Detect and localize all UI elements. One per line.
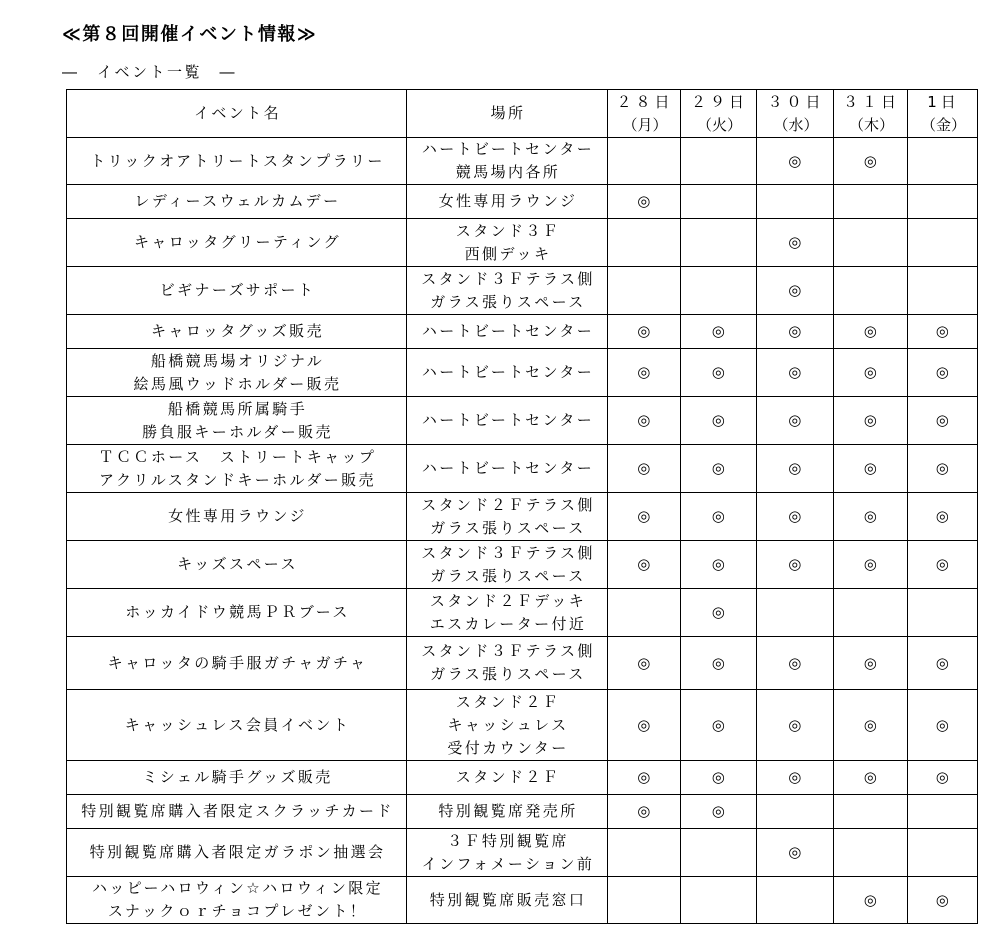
event-name-line: レディースウェルカムデー [134,192,341,210]
day-mark-cell [757,795,834,829]
day-mark-cell [608,138,681,185]
place-cell [407,349,608,397]
day-mark-cell: ◎ [608,397,681,445]
event-name-cell [67,637,407,690]
event-name-cell [67,877,407,924]
place-line: スタンド３Ｆテラス側 [421,543,595,562]
event-name-cell [67,219,407,267]
place-cell [407,829,608,877]
event-name-line: 勝負服キーホルダー販売 [142,422,333,441]
table-row [67,541,978,589]
day-mark-cell: ◎ [681,637,757,690]
table-row [67,349,978,397]
day-mark-cell: ◎ [681,397,757,445]
day-mark-cell: ◎ [908,877,978,924]
place-cell [407,219,608,267]
event-name-line: ミシェル騎手グッズ販売 [142,768,333,786]
day-mark-cell [834,185,908,219]
table-row [67,219,978,267]
header-event-name: イベント名 [67,90,407,138]
day-mark-cell [681,219,757,267]
event-name-cell [67,761,407,795]
event-name-cell [67,690,407,761]
day-mark-cell: ◎ [681,349,757,397]
event-name-cell [67,185,407,219]
place-line: スタンド２Ｆデッキ [429,591,587,610]
day-mark-cell: ◎ [681,315,757,349]
day-mark-cell [757,589,834,637]
day-mark-cell: ◎ [834,349,908,397]
place-line: ガラス張りスペース [430,518,586,537]
day-mark-cell: ◎ [681,445,757,493]
day-mark-cell [681,267,757,315]
day-mark-cell [681,829,757,877]
event-name-line: ホッカイドウ競馬ＰＲブース [125,603,350,621]
day-mark-cell: ◎ [681,795,757,829]
table-row [67,877,978,924]
event-name-line: キャッシュレス会員イベント [124,715,351,734]
event-name-line: キャロッタの騎手服ガチャガチャ [107,653,368,672]
event-name-line: 船橋競馬場オリジナル [150,351,325,370]
place-line: スタンド２Ｆ [455,692,561,711]
event-name-line: ハッピーハロウィン☆ハロウィン限定 [91,879,384,897]
table-row [67,493,978,541]
event-name-cell [67,397,407,445]
day-mark-cell: ◎ [608,445,681,493]
header-day-date: ２９日 [690,92,748,111]
place-line: ガラス張りスペース [430,292,586,311]
day-mark-cell [834,219,908,267]
day-mark-cell [908,219,978,267]
table-row [67,589,978,637]
header-day-30 [757,90,834,138]
event-table-body [67,138,978,924]
event-name-line: キャロッタグッズ販売 [151,322,324,340]
place-cell [407,637,608,690]
day-mark-cell [834,267,908,315]
day-mark-cell: ◎ [757,761,834,795]
place-cell [407,761,608,795]
table-row [67,267,978,315]
day-mark-cell [757,877,834,924]
place-cell [407,795,608,829]
day-mark-cell: ◎ [757,829,834,877]
header-place: 場所 [407,90,608,138]
day-mark-cell: ◎ [908,637,978,690]
header-day-weekday: （火） [696,115,742,134]
table-row [67,690,978,761]
day-mark-cell: ◎ [834,690,908,761]
event-name-line: 船橋競馬所属騎手 [167,399,308,418]
day-mark-cell: ◎ [757,493,834,541]
place-line: ガラス張りスペース [430,566,586,585]
day-mark-cell [908,267,978,315]
event-name-cell [67,349,407,397]
day-mark-cell: ◎ [834,138,908,185]
place-line: ガラス張りスペース [430,665,586,683]
day-mark-cell: ◎ [834,315,908,349]
place-line: 特別観覧席販売窓口 [429,890,587,909]
place-cell [407,589,608,637]
event-name-line: トリックオアトリートスタンプラリー [90,151,385,170]
event-name-line: アクリルスタンドキーホルダー販売 [99,470,376,489]
day-mark-cell [681,877,757,924]
day-mark-cell: ◎ [908,761,978,795]
day-mark-cell: ◎ [608,637,681,690]
day-mark-cell: ◎ [608,690,681,761]
document-title: ≪第８回開催イベント情報≫ [62,24,318,45]
day-mark-cell: ◎ [757,690,834,761]
place-cell [407,138,608,185]
document-subtitle: ― イベント一覧 ― [62,63,238,81]
header-day-weekday: （木） [848,115,894,134]
day-mark-cell [608,589,681,637]
event-name-line: 絵馬風ウッドホルダー販売 [133,374,342,393]
place-line: 競馬場内各所 [455,163,561,181]
place-line: ３Ｆ特別観覧席 [447,831,569,850]
event-name-cell [67,795,407,829]
place-cell [407,690,608,761]
event-name-line: ＴＣＣホース ストリートキャップ [98,447,377,466]
place-line: スタンド３Ｆテラス側 [421,269,595,288]
event-name-line: キャロッタグリーティング [133,233,341,251]
place-cell [407,185,608,219]
event-name-cell [67,138,407,185]
day-mark-cell [608,267,681,315]
day-mark-cell: ◎ [608,761,681,795]
day-mark-cell [908,829,978,877]
day-mark-cell [908,589,978,637]
place-cell [407,877,608,924]
event-name-cell [67,267,407,315]
day-mark-cell: ◎ [908,315,978,349]
place-line: エスカレーター付近 [429,614,587,633]
day-mark-cell: ◎ [757,445,834,493]
table-row [67,445,978,493]
day-mark-cell: ◎ [757,541,834,589]
place-cell [407,445,608,493]
day-mark-cell: ◎ [834,397,908,445]
event-name-line: キッズスペース [177,555,298,573]
day-mark-cell: ◎ [908,493,978,541]
day-mark-cell: ◎ [834,445,908,493]
place-line: ハートビートセンター [421,140,595,158]
day-mark-cell [608,877,681,924]
place-line: ハートビートセンター [421,459,595,477]
day-mark-cell [834,795,908,829]
place-cell [407,541,608,589]
header-day-31 [834,90,908,138]
event-name-cell [67,829,407,877]
event-name-line: 特別観覧席購入者限定スクラッチカード [81,802,394,820]
day-mark-cell [908,185,978,219]
table-row [67,829,978,877]
day-mark-cell: ◎ [757,637,834,690]
event-name-line: 特別観覧席購入者限定ガラポン抽選会 [89,843,386,861]
place-line: スタンド３Ｆテラス側 [421,642,595,660]
day-mark-cell [681,138,757,185]
day-mark-cell: ◎ [757,138,834,185]
day-mark-cell [834,829,908,877]
event-name-cell [67,589,407,637]
place-line: スタンド３Ｆ [455,221,561,240]
day-mark-cell [608,219,681,267]
day-mark-cell [757,185,834,219]
day-mark-cell: ◎ [757,349,834,397]
day-mark-cell: ◎ [757,267,834,315]
table-row [67,795,978,829]
header-row [67,90,978,138]
day-mark-cell: ◎ [608,493,681,541]
day-mark-cell: ◎ [681,493,757,541]
table-row [67,397,978,445]
event-name-line: ビギナーズサポート [159,281,316,299]
header-day-1 [908,90,978,138]
event-name-cell [67,315,407,349]
header-day-weekday: （金） [920,115,966,134]
day-mark-cell: ◎ [681,690,757,761]
place-line: 受付カウンター [447,738,569,757]
day-mark-cell [908,138,978,185]
day-mark-cell [834,589,908,637]
place-cell [407,315,608,349]
place-line: ハートビートセンター [421,322,595,340]
day-mark-cell: ◎ [608,349,681,397]
day-mark-cell: ◎ [608,315,681,349]
place-cell [407,397,608,445]
day-mark-cell: ◎ [681,589,757,637]
place-line: インフォメーション前 [421,854,595,873]
day-mark-cell: ◎ [681,761,757,795]
day-mark-cell: ◎ [757,397,834,445]
table-row [67,637,978,690]
day-mark-cell: ◎ [834,637,908,690]
day-mark-cell: ◎ [608,795,681,829]
header-day-29 [681,90,757,138]
day-mark-cell: ◎ [834,493,908,541]
header-day-date: 1日 [927,92,960,111]
day-mark-cell: ◎ [908,349,978,397]
place-line: キャッシュレス [447,715,569,734]
place-cell [407,267,608,315]
day-mark-cell: ◎ [834,541,908,589]
place-line: 女性専用ラウンジ [438,192,578,210]
day-mark-cell: ◎ [908,397,978,445]
day-mark-cell: ◎ [908,690,978,761]
day-mark-cell: ◎ [681,541,757,589]
header-day-28 [608,90,681,138]
event-name-cell [67,541,407,589]
day-mark-cell: ◎ [608,185,681,219]
event-name-line: スナックｏｒチョコプレゼント！ [107,902,368,920]
header-day-date: ３１日 [842,92,900,111]
day-mark-cell [908,795,978,829]
day-mark-cell: ◎ [757,315,834,349]
event-name-line: 女性専用ラウンジ [168,507,307,525]
event-name-cell [67,445,407,493]
day-mark-cell: ◎ [908,541,978,589]
day-mark-cell [681,185,757,219]
table-row [67,138,978,185]
table-row [67,185,978,219]
header-day-weekday: （月） [622,115,668,134]
place-line: 特別観覧席発売所 [438,802,578,820]
table-row [67,761,978,795]
day-mark-cell: ◎ [834,877,908,924]
header-day-date: ２８日 [616,92,674,111]
place-line: スタンド２Ｆテラス側 [421,495,595,514]
day-mark-cell: ◎ [608,541,681,589]
place-line: ハートビートセンター [421,363,595,381]
header-day-date: ３０日 [767,92,825,111]
day-mark-cell: ◎ [908,445,978,493]
event-table [66,89,978,924]
day-mark-cell: ◎ [757,219,834,267]
place-line: 西側デッキ [464,244,552,263]
day-mark-cell: ◎ [834,761,908,795]
event-name-cell [67,493,407,541]
place-line: ハートビートセンター [421,411,595,429]
day-mark-cell [608,829,681,877]
place-cell [407,493,608,541]
header-day-weekday: （水） [773,115,819,134]
place-line: スタンド２Ｆ [455,768,561,786]
table-row [67,315,978,349]
